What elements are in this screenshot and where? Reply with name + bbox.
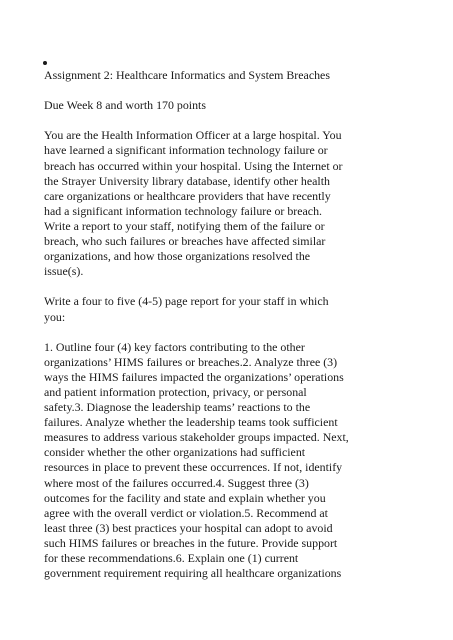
bullet-dot-icon <box>43 61 47 65</box>
document-body <box>44 68 414 596</box>
intro-line: issue(s). <box>44 264 84 279</box>
task-line: and patient information protection, privacy, or personal <box>44 384 307 399</box>
task-line: agree with the overall verdict or violation.5. Recommend at <box>44 505 328 520</box>
task-line: safety.3. Diagnose the leadership teams’ reactions to the <box>44 400 311 415</box>
assignment-title: Assignment 2: Healthcare Informatics and System Breaches <box>44 68 330 82</box>
instruction-line: you: <box>44 309 66 324</box>
task-line: for these recommendations.6. Explain one (1) current <box>44 551 299 565</box>
task-line: such HIMS failures or breaches in the future. Provide support <box>44 535 338 550</box>
tasks-paragraph <box>44 340 414 582</box>
task-line: ways the HIMS failures impacted the organizations’ operations <box>44 369 344 384</box>
task-line: 1. Outline four (4) key factors contributing to the other <box>44 339 305 354</box>
task-line: outcomes for the facility and state and explain whether you <box>44 490 326 505</box>
task-line: measures to address various stakeholder groups impacted. Next, <box>44 430 349 445</box>
task-line: organizations’ HIMS failures or breaches.2. Analyze three (3) <box>44 354 338 369</box>
intro-paragraph <box>44 128 414 279</box>
intro-line: Write a report to your staff, notifying them of the failure or <box>44 218 325 233</box>
task-line: consider whether the other organizations had sufficient <box>44 445 306 460</box>
due-line: Due Week 8 and worth 170 points <box>44 98 206 113</box>
intro-line: care organizations or healthcare providers that have recently <box>44 188 331 203</box>
task-line: resources in place to prevent these occurrences. If not, identify <box>44 460 343 475</box>
task-line: where most of the failures occurred.4. Suggest three (3) <box>44 475 309 490</box>
intro-line: have learned a significant information technology failure or <box>44 143 328 158</box>
task-line: failures. Analyze whether the leadership teams took sufficient <box>44 415 338 430</box>
intro-line: had a significant information technology failure or breach. <box>44 203 323 218</box>
instruction-paragraph <box>44 294 414 324</box>
intro-line: organizations, and how those organizations resolved the <box>44 249 311 264</box>
intro-line: the Strayer University library database, identify other health <box>44 173 330 188</box>
intro-line: You are the Health Information Officer at a large hospital. You <box>44 128 342 143</box>
task-line: least three (3) best practices your hospital can adopt to avoid <box>44 520 333 535</box>
task-line: government requirement requiring all healthcare organizations <box>44 566 342 581</box>
instruction-line: Write a four to five (4-5) page report for your staff in which <box>44 294 329 309</box>
intro-line: breach, who such failures or breaches have affected similar <box>44 234 326 249</box>
intro-line: breach has occurred within your hospital. Using the Internet or <box>44 158 343 173</box>
